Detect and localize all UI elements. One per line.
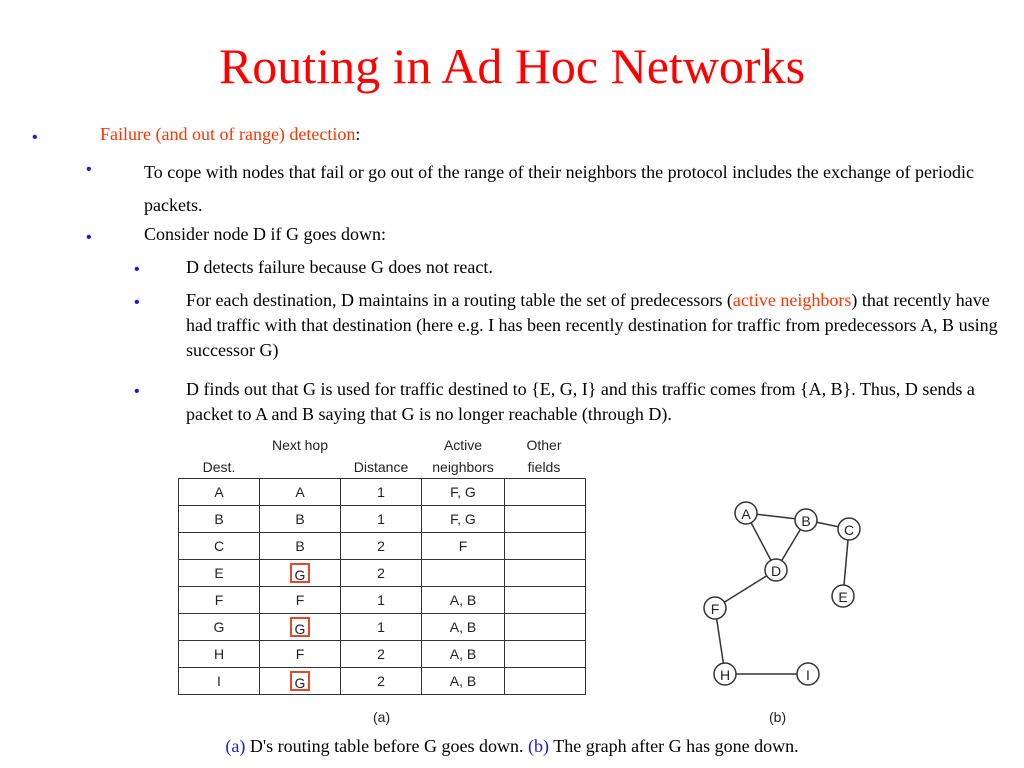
graph-node-label: C: [843, 522, 855, 538]
bullet-marker: •: [134, 294, 140, 311]
bullet-marker: •: [86, 229, 92, 246]
table-cell: [505, 533, 586, 560]
highlighted-next-hop: G: [290, 617, 310, 637]
table-cell: F: [260, 587, 341, 614]
graph-node-label: D: [770, 563, 782, 579]
table-cell: F, G: [422, 506, 505, 533]
bullet-marker: •: [134, 261, 140, 278]
table-cell: H: [179, 641, 260, 668]
table-cell: I: [179, 668, 260, 695]
network-graph: [690, 490, 890, 690]
table-cell: [505, 587, 586, 614]
table-cell: [260, 614, 341, 641]
bullet-d-finds-out: D finds out that G is used for traffic destined to {E, G, I} and this traffic comes from {A, B}. Thus, D sends a packet to A and B saying that G is no longer reachable (through D).: [186, 379, 975, 424]
predecessors-text-end: ) that recently have had traffic with that destination (here e.g. I has been recently destination for traffic from predecessors A, B using successor G): [186, 290, 998, 360]
bullet-cope-periodic-packets: To cope with nodes that fail or go out of the range of their neighbors the protocol includes the exchange of periodic packets.: [144, 162, 974, 215]
caption-text-b: The graph after G has gone down.: [549, 736, 799, 756]
table-cell: F, G: [422, 479, 505, 506]
graph-node-c: [838, 518, 860, 540]
table-row: [179, 506, 586, 533]
table-row: [179, 587, 586, 614]
graph-node-label: F: [710, 601, 720, 617]
predecessors-text-start: For each destination, D maintains in a routing table the set of predecessors (: [186, 290, 733, 310]
table-header-dest: Dest.: [202, 459, 236, 475]
bullet-consider-node-d: Consider node D if G goes down:: [144, 224, 386, 244]
table-cell: A, B: [422, 587, 505, 614]
bullet-failure-detection: [100, 122, 1000, 147]
table-cell: B: [179, 506, 260, 533]
table-row: [179, 668, 586, 695]
table-cell: 2: [341, 533, 422, 560]
table-cell: F: [422, 533, 505, 560]
table-cell: A: [179, 479, 260, 506]
table-cell: [260, 560, 341, 587]
bullet-d-detects-failure: D detects failure because G does not react.: [186, 257, 493, 277]
active-neighbors-term: active neighbors: [732, 290, 852, 310]
graph-node-label: A: [741, 506, 751, 522]
slide-title: Routing in Ad Hoc Networks: [218, 38, 806, 94]
table-cell: E: [179, 560, 260, 587]
routing-table: [178, 478, 586, 695]
table-cell: A, B: [422, 614, 505, 641]
table-cell: [505, 506, 586, 533]
highlighted-next-hop: G: [290, 671, 310, 691]
table-cell: 2: [341, 668, 422, 695]
table-cell: A, B: [422, 668, 505, 695]
table-cell: F: [179, 587, 260, 614]
table-cell: F: [260, 641, 341, 668]
table-cell: [505, 479, 586, 506]
table-cell: [505, 641, 586, 668]
graph-node-a: [735, 502, 757, 524]
table-header-next-hop: Next hop: [271, 437, 329, 453]
table-cell: G: [179, 614, 260, 641]
caption-text-a: D's routing table before G goes down.: [245, 736, 529, 756]
bullet-marker: •: [32, 129, 38, 146]
table-cell: A: [260, 479, 341, 506]
figure-label-a: (a): [373, 709, 391, 725]
bullet-marker: •: [134, 383, 140, 400]
table-row: [179, 614, 586, 641]
table-cell: 1: [341, 479, 422, 506]
table-cell: C: [179, 533, 260, 560]
figure-label-b: (b): [769, 709, 787, 725]
bullet-routing-table-predecessors: [186, 288, 1018, 363]
table-cell: [422, 560, 505, 587]
table-cell: 2: [341, 560, 422, 587]
graph-node-label: E: [838, 589, 848, 605]
table-row: [179, 479, 586, 506]
caption-label-a: (a): [225, 736, 246, 756]
graph-node-e: [832, 585, 854, 607]
table-header-distance: Distance: [353, 459, 409, 475]
bullet-marker: •: [86, 161, 92, 178]
table-cell: [505, 614, 586, 641]
graph-node-b: [795, 509, 817, 531]
graph-node-label: H: [719, 667, 731, 683]
graph-node-i: [797, 663, 819, 685]
table-cell: [260, 668, 341, 695]
graph-node-d: [765, 559, 787, 581]
bullet-failure-detection-heading: Failure (and out of range) detection: [100, 124, 356, 144]
table-header-active-neighbors: Active neighbors: [432, 437, 494, 475]
table-header-other-fields: Other fields: [526, 437, 562, 475]
table-cell: 1: [341, 614, 422, 641]
graph-node-label: I: [806, 667, 810, 683]
table-cell: 2: [341, 641, 422, 668]
table-cell: 1: [341, 587, 422, 614]
table-cell: [505, 668, 586, 695]
graph-node-h: [714, 663, 736, 685]
table-row: [179, 641, 586, 668]
table-cell: B: [260, 533, 341, 560]
table-row: [179, 533, 586, 560]
table-cell: A, B: [422, 641, 505, 668]
caption-label-b: (b): [528, 736, 550, 756]
table-cell: [505, 560, 586, 587]
bullet-failure-detection-colon: :: [355, 124, 361, 144]
highlighted-next-hop: G: [290, 563, 310, 583]
table-cell: 1: [341, 506, 422, 533]
table-row: [179, 560, 586, 587]
figure-caption: [0, 734, 1024, 758]
graph-node-label: B: [801, 513, 811, 529]
graph-node-f: [704, 597, 726, 619]
table-cell: B: [260, 506, 341, 533]
